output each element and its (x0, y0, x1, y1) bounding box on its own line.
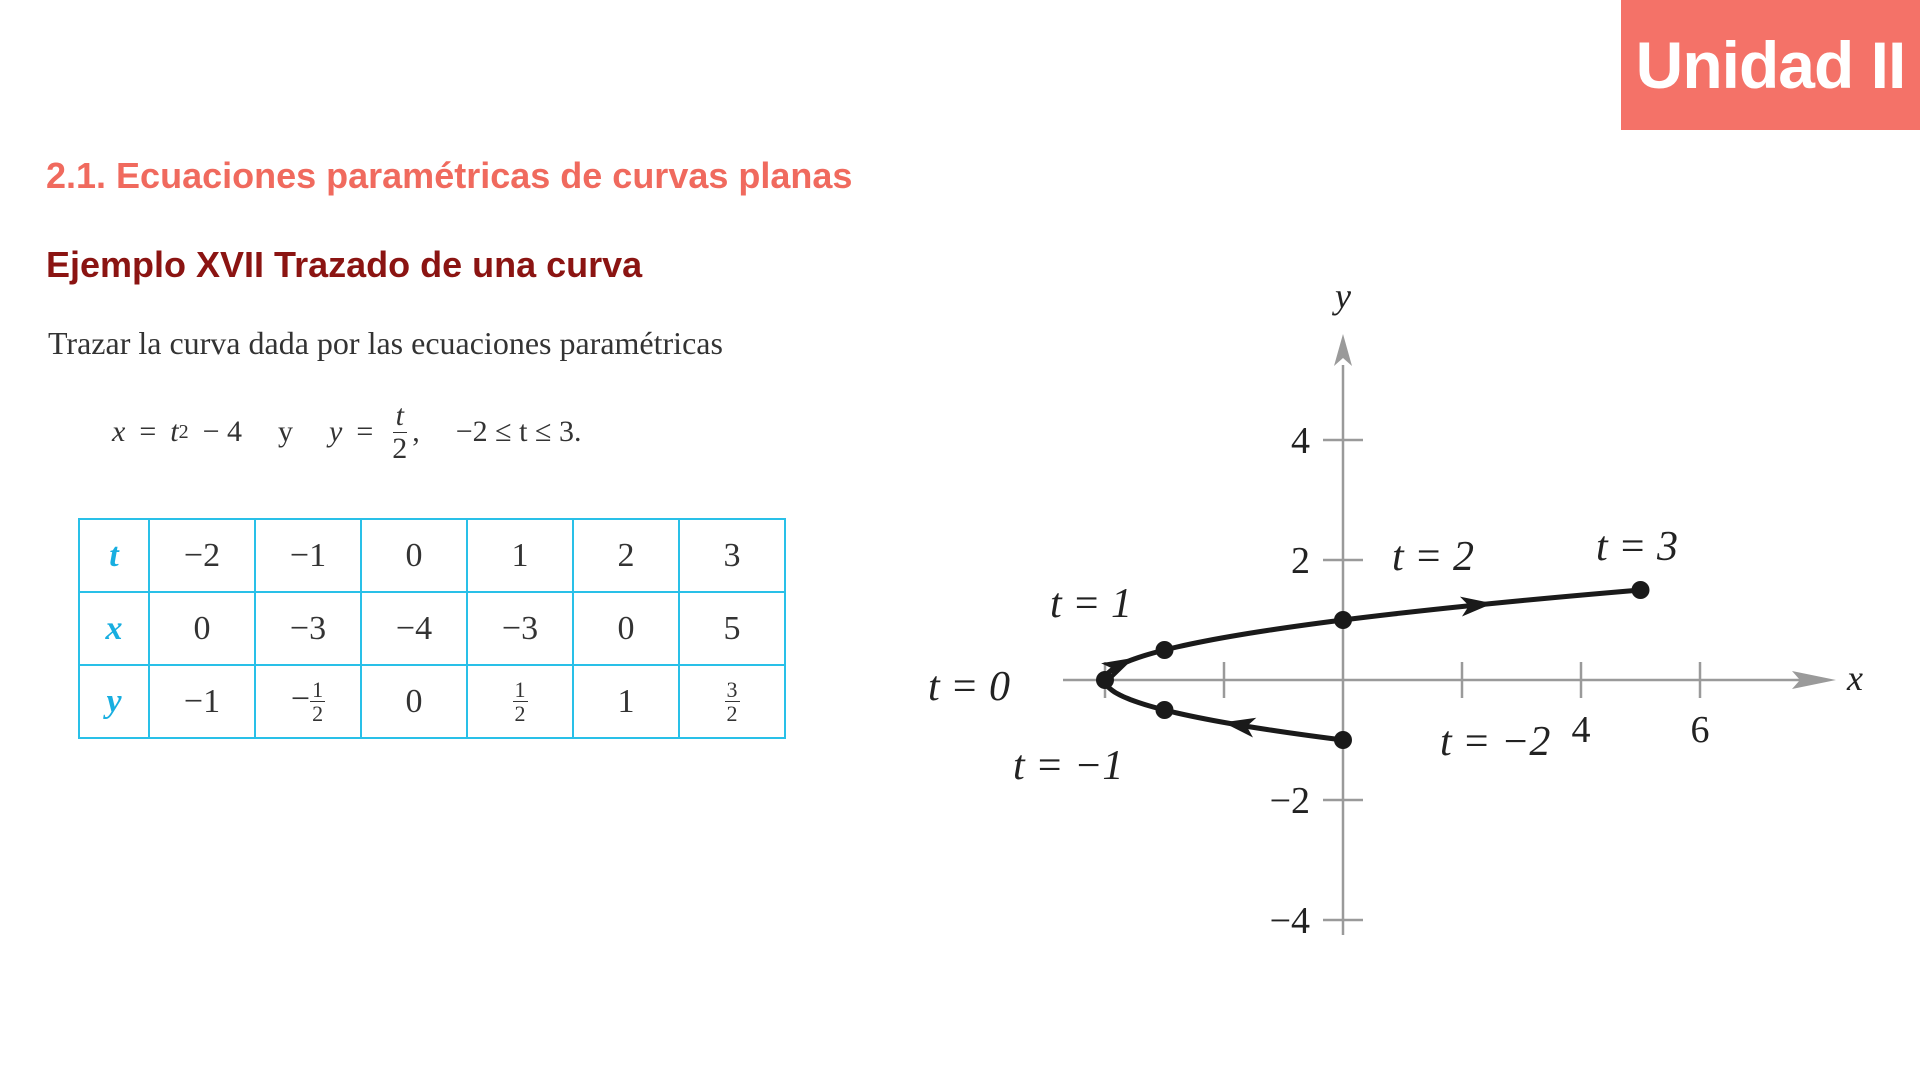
data-point (1096, 671, 1114, 689)
section-title: 2.1. Ecuaciones paramétricas de curvas planas (46, 155, 853, 196)
x-tick-label: 4 (1571, 709, 1591, 751)
y-tick-label: 4 (1291, 420, 1310, 462)
table-cell: 3 (679, 519, 785, 592)
table-cell: 0 (361, 665, 467, 738)
data-point (1156, 641, 1174, 659)
table-cell: −1 (149, 665, 255, 738)
point-label: t = 1 (1050, 581, 1133, 627)
y-tick-label: −2 (1269, 780, 1310, 822)
table-cell: 0 (573, 592, 679, 665)
eq-frac-num: t (393, 400, 407, 433)
frac-den: 2 (726, 701, 738, 726)
point-label: t = −1 (1013, 743, 1124, 789)
intro-text: Trazar la curva dada por las ecuaciones paramétricas (48, 325, 723, 361)
eq-minus-four: − 4 (202, 415, 243, 448)
data-point (1632, 581, 1650, 599)
eq-conjunction: y (278, 415, 294, 448)
y-axis-arrow-icon (1334, 334, 1352, 366)
point-label: t = 3 (1596, 524, 1679, 570)
point-label: t = 2 (1392, 534, 1475, 580)
frac-num: 1 (514, 676, 526, 702)
data-point (1156, 701, 1174, 719)
table-cell: −4 (361, 592, 467, 665)
row-header-t: t (79, 519, 149, 592)
point-label: t = −2 (1440, 719, 1551, 765)
table-cell: 2 (573, 519, 679, 592)
table-cell: −1 (255, 519, 361, 592)
frac-den: 2 (312, 701, 324, 726)
frac-num: 1 (312, 676, 324, 702)
table-cell: 1 (467, 519, 573, 592)
example-title: Ejemplo XVII Trazado de una curva (46, 244, 643, 285)
table-cell: −3 (467, 592, 573, 665)
eq-comma: , (412, 415, 420, 448)
x-tick-label: 6 (1690, 709, 1710, 751)
frac-den: 2 (514, 701, 526, 726)
x-axis-label: x (1847, 658, 1863, 698)
row-header-y: y (79, 665, 149, 738)
row-header-x: x (79, 592, 149, 665)
y-tick-label: 2 (1291, 540, 1310, 582)
neg-sign: − (290, 680, 311, 718)
eq-frac-den: 2 (392, 431, 408, 465)
table-cell: −3 (255, 592, 361, 665)
data-point (1334, 611, 1352, 629)
eq-exponent: 2 (178, 420, 189, 443)
eq-t: t (170, 415, 179, 448)
eq-equals-2: = (356, 415, 374, 448)
table-cell: 0 (361, 519, 467, 592)
table-cell: −2 (149, 519, 255, 592)
table-cell: 0 (149, 592, 255, 665)
table-cell: 5 (679, 592, 785, 665)
table-cell: 1 (573, 665, 679, 738)
frac-num: 3 (726, 676, 738, 702)
eq-x: x (112, 415, 126, 448)
eq-y: y (329, 415, 343, 448)
data-point (1334, 731, 1352, 749)
unit-badge: Unidad II (1621, 0, 1920, 130)
y-tick-label: −4 (1269, 900, 1310, 942)
eq-range: −2 ≤ t ≤ 3. (455, 415, 582, 448)
eq-equals-1: = (139, 415, 157, 448)
y-axis-label: y (1335, 276, 1351, 316)
point-label: t = 0 (928, 664, 1011, 710)
curve-line (1105, 590, 1641, 740)
